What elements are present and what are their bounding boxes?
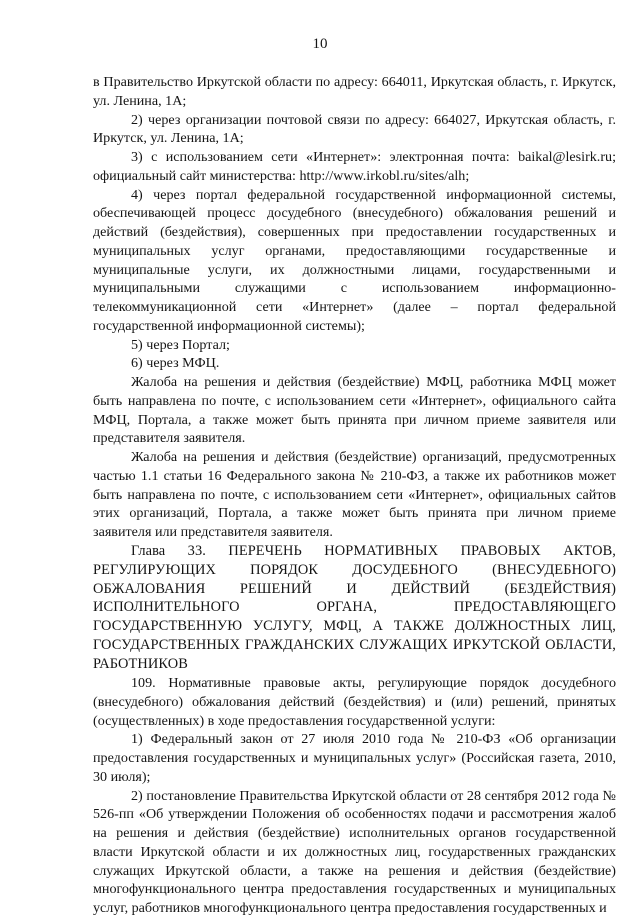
paragraph-p5: 5) через Портал;: [131, 336, 230, 353]
chapter-heading: Глава 33. ПЕРЕЧЕНЬ НОРМАТИВНЫХ ПРАВОВЫХ АКТОВ, РЕГУЛИРУЮЩИХ ПОРЯДОК ДОСУДЕБНОГО (ВНЕСУДЕБНОГО) ОБЖАЛОВАНИЯ РЕШЕНИЙ И ДЕЙСТВИЙ (БЕЗДЕЙСТВИЯ) ИСПОЛНИТЕЛЬНОГО ОРГАНА, ПРЕДОСТАВЛЯЮЩЕГО ГОСУДАРСТВЕННУЮ УСЛУГУ, МФЦ, А ТАКЖЕ ДОЛЖНОСТНЫХ ЛИЦ, ГОСУДАРСТВЕННЫХ ГРАЖДАНСКИХ СЛУЖАЩИХ ИРКУТСКОЙ ОБЛАСТИ, РАБОТНИКОВ: [93, 542, 616, 673]
paragraph-p3: 3) с использованием сети «Интернет»: электронная почта: baikal@lesirk.ru; официальный сайт министерства: http://www.irkobl.ru/sites/alh;: [93, 149, 616, 184]
paragraph-cont: в Правительство Иркутской области по адресу: 664011, Иркутская область, г. Иркутск, ул. Ленина, 1А;: [93, 74, 616, 109]
paragraph-p109_1: 1) Федеральный закон от 27 июля 2010 года № 210-ФЗ «Об организации предоставления государственных и муниципальных услуг» (Российская газета, 2010, 30 июля);: [93, 731, 616, 785]
paragraph-p7: Жалоба на решения и действия (бездействие) МФЦ, работника МФЦ может быть направлена по почте, с использованием сети «Интернет», официального сайта МФЦ, Портала, а также может быть принята при личном приеме заявителя или представителя заявителя.: [93, 374, 616, 447]
paragraphs-after-heading: [93, 674, 616, 918]
paragraph-p2: 2) через организации почтовой связи по адресу: 664027, Иркутская область, г. Иркутск, ул. Ленина, 1А;: [93, 111, 616, 147]
page-number: 10: [312, 36, 328, 52]
paragraph-p8: Жалоба на решения и действия (бездействие) организаций, предусмотренных частью 1.1 статьи 16 Федерального закона № 210-ФЗ, а также их работников может быть направлена по почте, с использованием сети «Интернет», официальных сайтов этих организаций, Портала, а также может быть принята при личном приеме заявителя или представителя заявителя.: [93, 449, 616, 540]
paragraphs-before-heading: [93, 73, 616, 542]
paragraph-p4: 4) через портал федеральной государственной информационной системы, обеспечивающей процесс досудебного (внесудебного) обжалования решений и действий (бездействия), совершенных при предоставлении государственных и муниципальных услуг органами, предоставляющими государственные и муниципальные услуги, их должностными лицами, государственными и муниципальными служащими с использованием информационно-телекоммуникационной сети «Интернет» (далее – портал федеральной государственной информационной системы);: [93, 186, 616, 334]
paragraph-p109_2: 2) постановление Правительства Иркутской области от 28 сентября 2012 года № 526-пп «Об утверждении Положения об особенностях подачи и рассмотрения жалоб на решения и действия (бездействие) исполнительных органов государственной власти Иркутской области и их должностных лиц, государственных гражданских служащих Иркутской области, а также на решения и действия (бездействие) многофункционального центра предоставления государственных и муниципальных услуг, работников многофункционального центра предоставления государственных и: [93, 787, 616, 917]
paragraph-p6: 6) через МФЦ.: [131, 355, 220, 372]
document-body: [93, 73, 616, 918]
paragraph-p109: 109. Нормативные правовые акты, регулирующие порядок досудебного (внесудебного) обжалования действий (бездействия) и (или) решений, принятых (осуществленных) в ходе предоставления государственной услуги:: [93, 675, 616, 729]
